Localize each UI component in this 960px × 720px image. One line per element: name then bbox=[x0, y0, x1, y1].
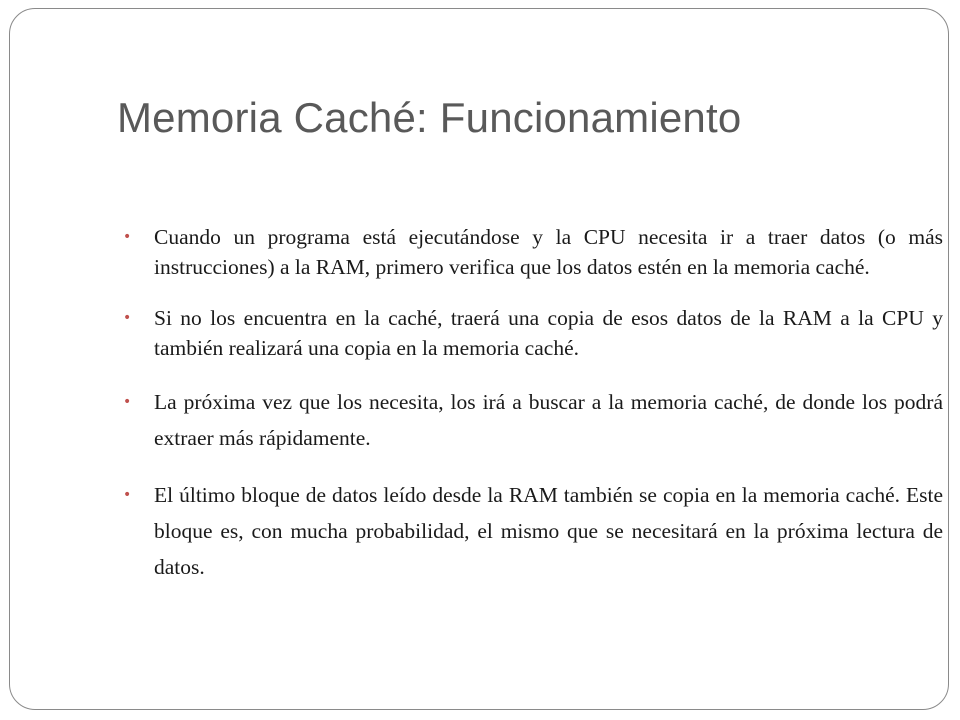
bullet-item bbox=[123, 303, 943, 363]
bullet-text: La próxima vez que los necesita, los irá a buscar a la memoria caché, de donde los podrá extraer más rápidamente. bbox=[154, 390, 943, 450]
bullet-dot-icon: • bbox=[123, 310, 132, 326]
bullet-text: Si no los encuentra en la caché, traerá una copia de esos datos de la RAM a la CPU y también realizará una copia en la memoria caché. bbox=[154, 306, 943, 360]
bullet-item bbox=[123, 477, 943, 585]
bullet-dot-icon: • bbox=[123, 394, 132, 410]
bullet-text: Cuando un programa está ejecutándose y la CPU necesita ir a traer datos (o más instrucciones) a la RAM, primero verifica que los datos estén en la memoria caché. bbox=[154, 225, 943, 279]
bullet-item bbox=[123, 222, 943, 282]
bullet-text: El último bloque de datos leído desde la RAM también se copia en la memoria caché. Este bloque es, con mucha probabilidad, el mismo que se necesitará en la próxima lectura de datos. bbox=[154, 483, 943, 579]
bullet-item bbox=[123, 384, 943, 456]
bullet-dot-icon: • bbox=[123, 487, 132, 503]
bullet-dot-icon: • bbox=[123, 229, 132, 245]
slide-frame bbox=[9, 8, 949, 710]
bullet-list bbox=[123, 222, 943, 606]
slide-title: Memoria Caché: Funcionamiento bbox=[117, 94, 742, 141]
